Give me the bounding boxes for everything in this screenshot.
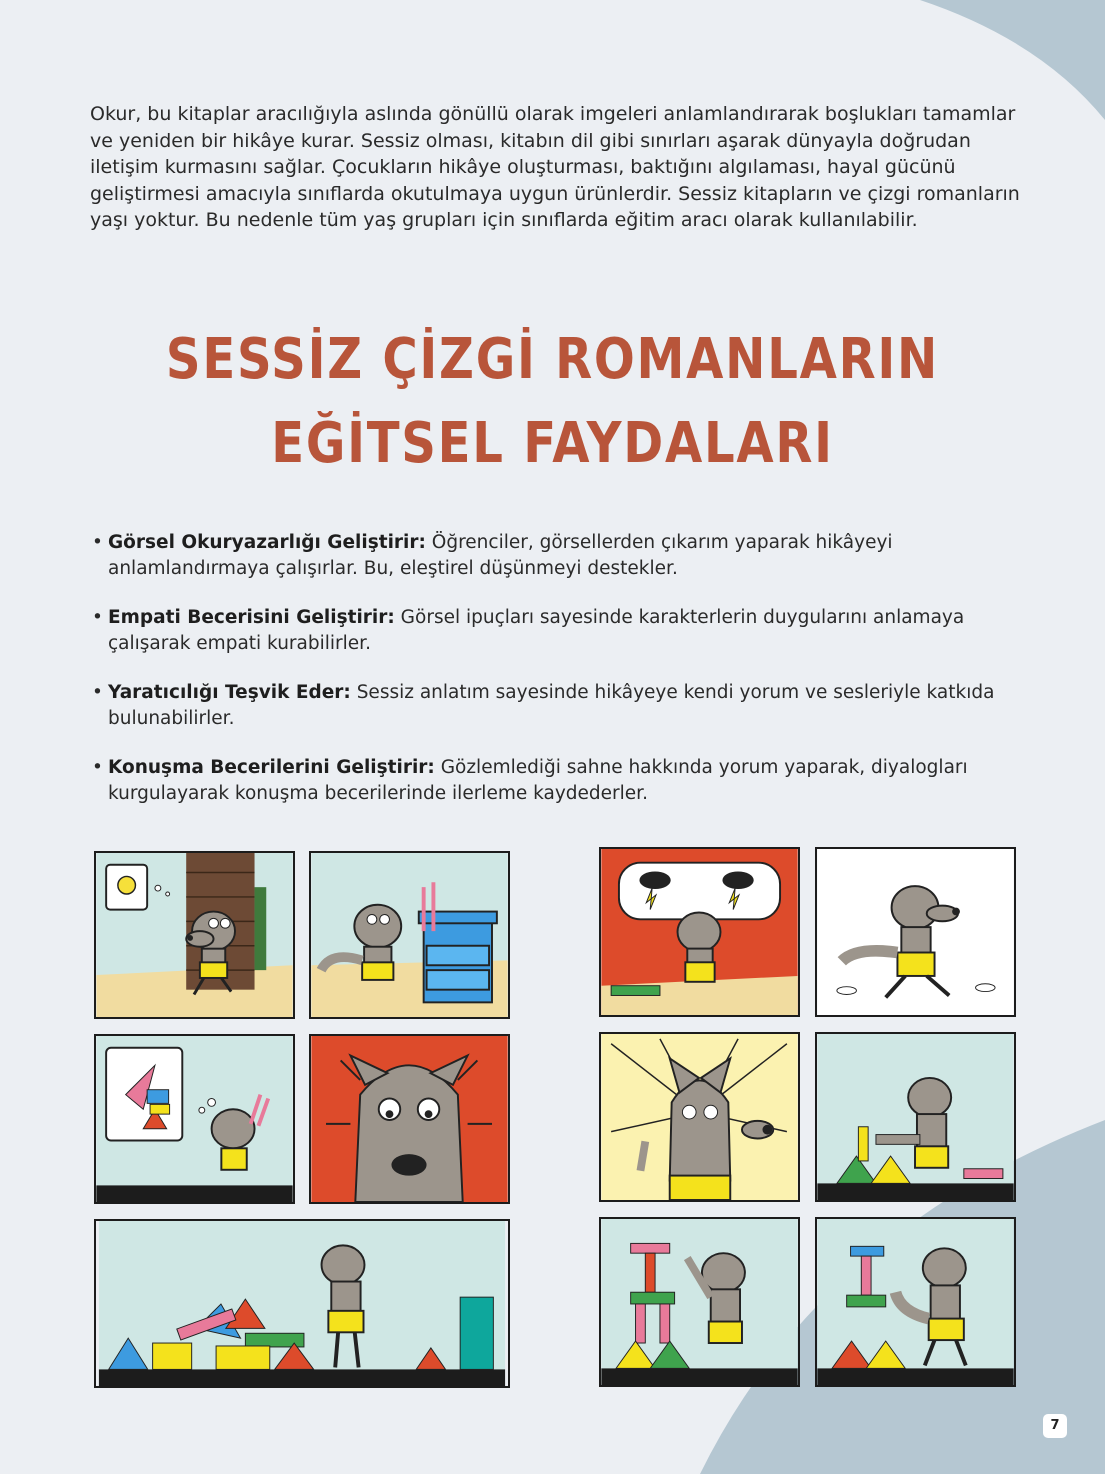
intro-paragraph: Okur, bu kitaplar aracılığıyla aslında gönüllü olarak imgeleri anlamlandırarak boşlukları tamamlar ve yeniden bir hikâye kurar. Sessiz olması, kitabın dil gibi sınırları aşarak dünyayla doğrudan iletişim kurmasını sağlar. Çocukların hikâye oluşturması, baktığını algılaması, hayal gücünü geliştirmesi amacıyla sınıflarda okutulmaya uygun ürünlerdir. Sessiz kitapların ve çizgi romanların yaşı yoktur. Bu nedenle tüm yaş grupları için sınıflarda eğitim aracı olarak kullanılabilir.	[90, 103, 1020, 231]
comic-panel-left-3	[94, 1034, 295, 1204]
benefit-text: Sessiz anlatım sayesinde hikâyeye kendi yorum ve sesleriyle katkıda bulunabilirler.	[108, 682, 995, 729]
benefit-item	[92, 755, 1032, 807]
benefits-list	[92, 530, 1032, 830]
grumpy-wolf-walking-illustration	[817, 849, 1014, 1015]
comic-panel-left-2	[309, 851, 510, 1019]
title-line-2: EĞİTSEL FAYDALARI	[271, 411, 834, 476]
bullet: •	[92, 607, 103, 628]
comic-panel-left-5	[94, 1219, 510, 1388]
benefit-label: Yaratıcılığı Teşvik Eder:	[108, 682, 351, 703]
comic-panel-right-4	[815, 1032, 1016, 1202]
page-title	[0, 318, 1105, 486]
angry-wolf-storm-illustration	[601, 849, 798, 1015]
wolf-entering-door-illustration	[96, 853, 293, 1017]
bullet: •	[92, 532, 103, 553]
title-line-1: SESSİZ ÇİZGİ ROMANLARIN	[165, 327, 940, 392]
benefit-item	[92, 680, 1032, 732]
benefit-label: Empati Becerisini Geliştirir:	[108, 607, 395, 628]
comic-panel-right-5	[599, 1217, 800, 1387]
comic-panel-right-1	[599, 847, 800, 1017]
comic-panel-left-4	[309, 1034, 510, 1204]
comic-panel-right-3	[599, 1032, 800, 1202]
wolf-thinking-blocks-illustration	[96, 1036, 293, 1202]
comic-panel-right-6	[815, 1217, 1016, 1387]
benefit-item	[92, 605, 1032, 657]
wolf-tower-illustration	[601, 1219, 798, 1385]
wolf-rebuilding-illustration	[817, 1034, 1014, 1200]
benefit-text: Görsel ipuçları sayesinde karakterlerin duygularını anlamaya çalışarak empati kurabilirler.	[108, 607, 965, 654]
bullet: •	[92, 757, 103, 778]
benefit-text: Gözlemlediği sahne hakkında yorum yaparak, diyalogları kurgulayarak konuşma becerilerinde ilerleme kaydederler.	[108, 757, 968, 804]
wolf-closeup-illustration	[311, 1036, 508, 1202]
wolf-idea-illustration	[601, 1034, 798, 1200]
benefit-text: Öğrenciler, görsellerden çıkarım yaparak hikâyeyi anlamlandırmaya çalışırlar. Bu, eleştirel düşünmeyi destekler.	[108, 532, 893, 579]
bullet: •	[92, 682, 103, 703]
wolf-drawer-illustration	[311, 853, 508, 1017]
wolf-fallen-blocks-illustration	[96, 1221, 508, 1386]
page-number: 7	[1043, 1414, 1067, 1438]
benefit-item	[92, 530, 1032, 582]
comic-panel-left-1	[94, 851, 295, 1019]
benefit-label: Konuşma Becerilerini Geliştirir:	[108, 757, 435, 778]
benefit-label: Görsel Okuryazarlığı Geliştirir:	[108, 532, 426, 553]
wolf-walking-away-illustration	[817, 1219, 1014, 1385]
comic-panel-right-2	[815, 847, 1016, 1017]
